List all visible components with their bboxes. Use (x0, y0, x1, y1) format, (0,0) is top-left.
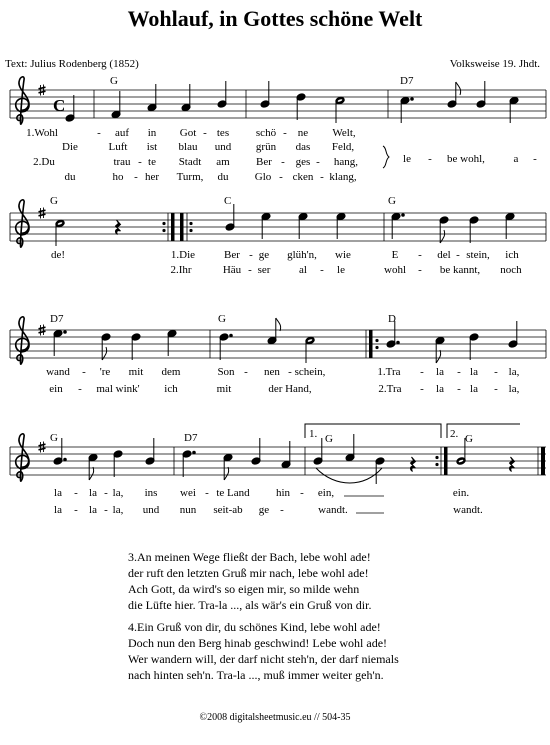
melody-credit: Volksweise 19. Jhdt. (449, 58, 540, 70)
svg-text:-: - (420, 383, 424, 395)
svg-text:-: - (134, 171, 138, 183)
quarter-rest (509, 457, 514, 472)
svg-text:Stadt: Stadt (178, 156, 202, 168)
svg-text:la,: la, (508, 366, 520, 378)
treble-clef-icon (16, 317, 29, 364)
svg-text:blau: blau (178, 141, 198, 153)
svg-text:-: - (244, 366, 248, 378)
svg-text:-: - (494, 383, 498, 395)
svg-text:-: - (82, 366, 86, 378)
svg-text:wandt.: wandt. (453, 504, 483, 516)
svg-text:-: - (418, 249, 422, 261)
svg-text:la,: la, (112, 487, 124, 499)
svg-text:del: del (437, 249, 451, 261)
svg-text:tes: tes (216, 127, 230, 139)
svg-text:ein: ein (49, 383, 63, 395)
svg-text:-: - (203, 127, 207, 139)
svg-text:grün: grün (255, 141, 277, 153)
svg-text:wand: wand (46, 366, 70, 378)
svg-text:wei: wei (180, 487, 196, 499)
svg-text:be kannt,: be kannt, (439, 264, 481, 276)
svg-text:le: le (403, 153, 411, 165)
chord-symbol: C (224, 195, 232, 207)
svg-text:schein,: schein, (294, 366, 326, 378)
svg-text:-: - (279, 171, 283, 183)
svg-text:-: - (74, 504, 78, 516)
svg-text:ge: ge (258, 249, 270, 261)
treble-clef-icon (16, 77, 29, 124)
svg-text:-: - (300, 487, 304, 499)
stanza-4: 4.Ein Gruß von dir, du schönes Kind, lebe wohl ade! Doch nun den Berg hinab geschwind! Lebe wohl ade! Wer wandern will, der darf nicht steh'n, der darf niemals nach hinten seh'n. Tra-la ..., muß immer weiter geh'n. (128, 620, 399, 682)
svg-text:-: - (457, 383, 461, 395)
svg-text:Got: Got (179, 127, 197, 139)
svg-text:ein.: ein. (452, 487, 470, 499)
svg-text:Welt,: Welt, (332, 127, 356, 139)
svg-text:nun: nun (179, 504, 197, 516)
svg-text:Glo: Glo (254, 171, 272, 183)
stanza-3: 3.An meinen Wege fließt der Bach, lebe wohl ade! der ruft den letzten Gruß mir nach, lebe wohl ade! Ach Gott, da wird's so eigen mir, so milde wehn die Lüfte hier. Tra-la ..., als wär's ein Gruß von dir. (128, 550, 372, 612)
treble-clef-icon (16, 200, 29, 247)
verse-brace (383, 146, 389, 168)
svg-text:wie: wie (335, 249, 351, 261)
svg-text:-: - (457, 366, 461, 378)
svg-text:klang,: klang, (329, 171, 357, 183)
copyright-footer: ©2008 digitalsheetmusic.eu // 504-35 (199, 712, 351, 723)
treble-clef-icon (16, 434, 29, 481)
staff-system-3 (10, 313, 546, 395)
svg-text:ins: ins (144, 487, 158, 499)
svg-text:la,: la, (112, 504, 124, 516)
svg-text:-: - (420, 366, 424, 378)
svg-text:-: - (533, 153, 537, 165)
svg-text:seit-ab: seit-ab (213, 504, 243, 516)
svg-text:-: - (205, 487, 209, 499)
svg-text:ist: ist (146, 141, 158, 153)
svg-text:mit: mit (216, 383, 232, 395)
svg-text:ser: ser (257, 264, 271, 276)
svg-text:la: la (470, 366, 478, 378)
volta-brackets (305, 424, 520, 438)
svg-text:la: la (89, 504, 97, 516)
svg-text:wandt.: wandt. (318, 504, 348, 516)
chord-symbol: G (50, 432, 58, 444)
svg-text:in: in (147, 127, 157, 139)
svg-text:ges: ges (295, 156, 311, 168)
chord-symbol: G (465, 433, 473, 445)
svg-text:1.Tra: 1.Tra (377, 366, 401, 378)
lyrics-system-2 (51, 249, 522, 276)
svg-text:-: - (288, 366, 292, 378)
svg-text:Turm,: Turm, (176, 171, 204, 183)
text-credit: Text: Julius Rodenberg (1852) (5, 58, 139, 70)
chord-symbol: G (218, 313, 226, 325)
svg-text:hang,: hang, (333, 156, 359, 168)
svg-text:auf: auf (114, 127, 130, 139)
svg-text:la: la (436, 366, 444, 378)
staff-system-4 (10, 424, 546, 516)
svg-text:das: das (295, 141, 311, 153)
svg-text:2.Ihr: 2.Ihr (170, 264, 192, 276)
svg-text:ich: ich (505, 249, 519, 261)
svg-text:-: - (418, 264, 422, 276)
svg-text:-: - (78, 383, 82, 395)
svg-text:-: - (97, 127, 101, 139)
svg-text:Ber: Ber (224, 249, 240, 261)
svg-text:de!: de! (50, 249, 66, 261)
svg-text:du: du (64, 171, 76, 183)
svg-text:te Land: te Land (216, 487, 250, 499)
svg-text:nen: nen (264, 366, 280, 378)
svg-text:Luft: Luft (108, 141, 128, 153)
svg-text:-: - (320, 264, 324, 276)
svg-text:la: la (54, 487, 62, 499)
svg-text:trau: trau (113, 156, 131, 168)
svg-text:Feld,: Feld, (331, 141, 355, 153)
svg-text:-: - (248, 264, 252, 276)
svg-text:la: la (54, 504, 62, 516)
svg-text:-: - (320, 171, 324, 183)
song-title: Wohlauf, in Gottes schöne Welt (127, 6, 423, 31)
svg-text:ich: ich (164, 383, 178, 395)
svg-text:-: - (316, 156, 320, 168)
slur (316, 468, 382, 483)
svg-text:und: und (142, 504, 160, 516)
svg-text:le: le (337, 264, 345, 276)
svg-text:stein,: stein, (466, 249, 490, 261)
svg-text:a: a (513, 153, 519, 165)
svg-text:la: la (470, 383, 478, 395)
svg-text:-: - (283, 127, 287, 139)
chord-symbol: D (388, 313, 396, 325)
svg-text:her: her (144, 171, 160, 183)
chord-symbol: G (325, 433, 333, 445)
svg-text:cken: cken (292, 171, 314, 183)
svg-text:2.Tra: 2.Tra (378, 383, 402, 395)
svg-text:hin: hin (275, 487, 291, 499)
svg-text:am: am (216, 156, 230, 168)
svg-text:-: - (104, 504, 108, 516)
svg-text:mit: mit (128, 366, 144, 378)
svg-text:und: und (214, 141, 232, 153)
chord-symbol: G (388, 195, 396, 207)
svg-text:E: E (391, 249, 399, 261)
svg-text:la,: la, (508, 383, 520, 395)
svg-text:ein,: ein, (317, 487, 335, 499)
chord-symbol: G (110, 75, 118, 87)
svg-text:-: - (281, 156, 285, 168)
svg-text:du: du (217, 171, 229, 183)
quarter-rest (410, 457, 415, 472)
chord-symbol: G (50, 195, 58, 207)
svg-text:al: al (299, 264, 307, 276)
svg-text:Die: Die (62, 141, 78, 153)
svg-text:ne: ne (297, 127, 309, 139)
lyrics-system-3 (46, 366, 520, 395)
second-ending-label: 2. (450, 428, 459, 440)
svg-text:Häu: Häu (222, 264, 242, 276)
svg-text:glüh'n,: glüh'n, (287, 249, 317, 261)
lyrics-system-1 (26, 127, 537, 183)
svg-text:be wohl,: be wohl, (447, 153, 485, 165)
svg-text:la: la (436, 383, 444, 395)
svg-text:schö: schö (255, 127, 277, 139)
lyrics-system-4 (54, 487, 483, 516)
svg-text:1.Die: 1.Die (170, 249, 196, 261)
svg-text:-: - (249, 249, 253, 261)
first-ending-label: 1. (309, 428, 318, 440)
staff-system-1 (10, 75, 546, 183)
svg-text:-: - (74, 487, 78, 499)
svg-text:wohl: wohl (384, 264, 406, 276)
svg-text:Son: Son (217, 366, 235, 378)
svg-text:-: - (280, 504, 284, 516)
svg-text:dem: dem (161, 366, 181, 378)
svg-text:Ber: Ber (256, 156, 272, 168)
svg-text:noch: noch (500, 264, 522, 276)
svg-text:mal wink': mal wink' (96, 383, 140, 395)
svg-text:-: - (138, 156, 142, 168)
svg-text:la: la (89, 487, 97, 499)
svg-text:-: - (104, 487, 108, 499)
svg-text:te: te (148, 156, 156, 168)
svg-text:1.Wohl: 1.Wohl (26, 127, 58, 139)
svg-text:-: - (494, 366, 498, 378)
chord-symbol: D7 (50, 313, 64, 325)
svg-text:-: - (456, 249, 460, 261)
svg-text:-: - (428, 153, 432, 165)
time-signature: C (53, 96, 66, 115)
svg-text:2.Du: 2.Du (33, 156, 55, 168)
chord-symbol: D7 (184, 432, 198, 444)
svg-text:der Hand,: der Hand, (268, 383, 312, 395)
chord-symbol: D7 (400, 75, 414, 87)
svg-text:'re: 're (99, 366, 111, 378)
svg-text:ho: ho (112, 171, 124, 183)
svg-text:ge: ge (258, 504, 270, 516)
staff-system-2 (10, 195, 546, 276)
